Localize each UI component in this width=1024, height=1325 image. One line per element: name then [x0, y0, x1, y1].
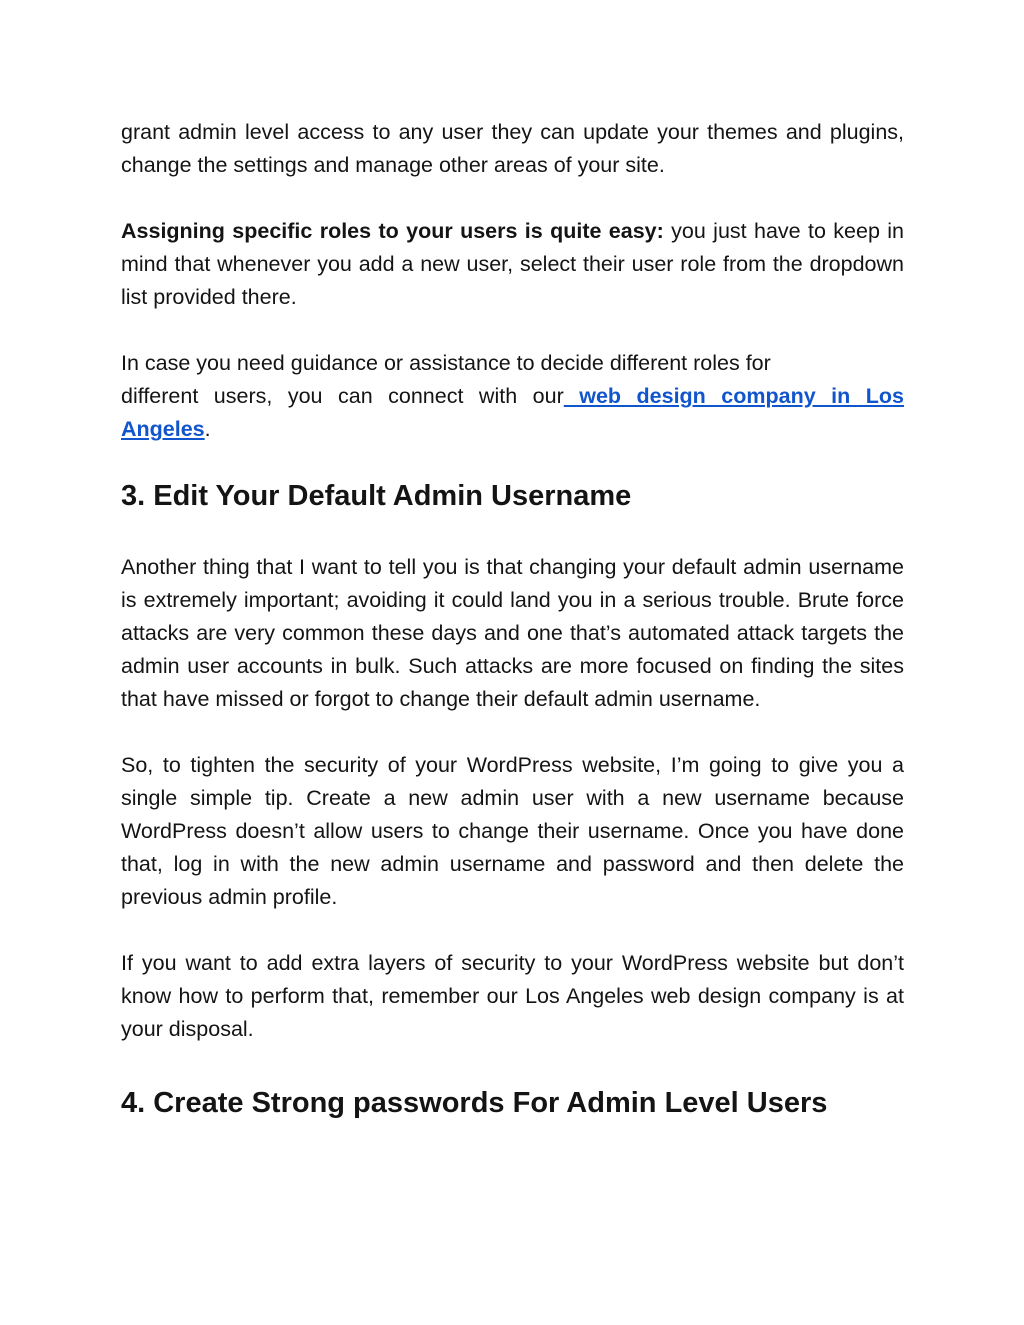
paragraph-security-tip: So, to tighten the security of your WordPress website, I’m going to give you a single simple tip. Create a new admin user with a new username because WordPress doesn’t allow users to change their username. Once you have done that, log in with the new admin username and password and then delete the previous admin profile.: [121, 753, 904, 909]
guidance-line-1: In case you need guidance or assistance to decide different roles for: [121, 351, 771, 375]
paragraph-admin-access: grant admin level access to any user they can update your themes and plugins, change the settings and manage other areas of your site.: [121, 120, 904, 177]
paragraph-change-username: Another thing that I want to tell you is that changing your default admin username is extremely important; avoiding it could land you in a serious trouble. Brute force attacks are very common these days and one that’s automated attack targets the admin user accounts in bulk. Such attacks are more focused on finding the sites that have missed or forgot to change their default admin username.: [121, 555, 904, 711]
paragraph-guidance: [121, 347, 904, 446]
bold-lead-text: Assigning specific roles to your users is quite easy:: [121, 219, 664, 243]
guidance-line-2-text: different users, you can connect with our: [121, 384, 564, 408]
heading-strong-passwords: 4. Create Strong passwords For Admin Level Users: [121, 1087, 828, 1119]
web-design-company-link[interactable]: web design company in Los: [563, 384, 905, 408]
guidance-end-period: .: [204, 417, 211, 441]
paragraph-assigning-roles: [121, 215, 904, 314]
guidance-line-3: [121, 417, 211, 441]
document-page: [121, 116, 904, 1123]
paragraph-assigning-roles-text: you just have to keep in mind that whenever you add a new user, select their user role from the dropdown list provided there.: [121, 219, 904, 309]
guidance-line-2: [121, 380, 904, 413]
paragraph-extra-layers: If you want to add extra layers of security to your WordPress website but don’t know how to perform that, remember our Los Angeles web design company is at your disposal.: [121, 951, 904, 1041]
heading-edit-admin-username: 3. Edit Your Default Admin Username: [121, 480, 632, 512]
web-design-company-link-continued[interactable]: Angeles: [121, 417, 205, 441]
